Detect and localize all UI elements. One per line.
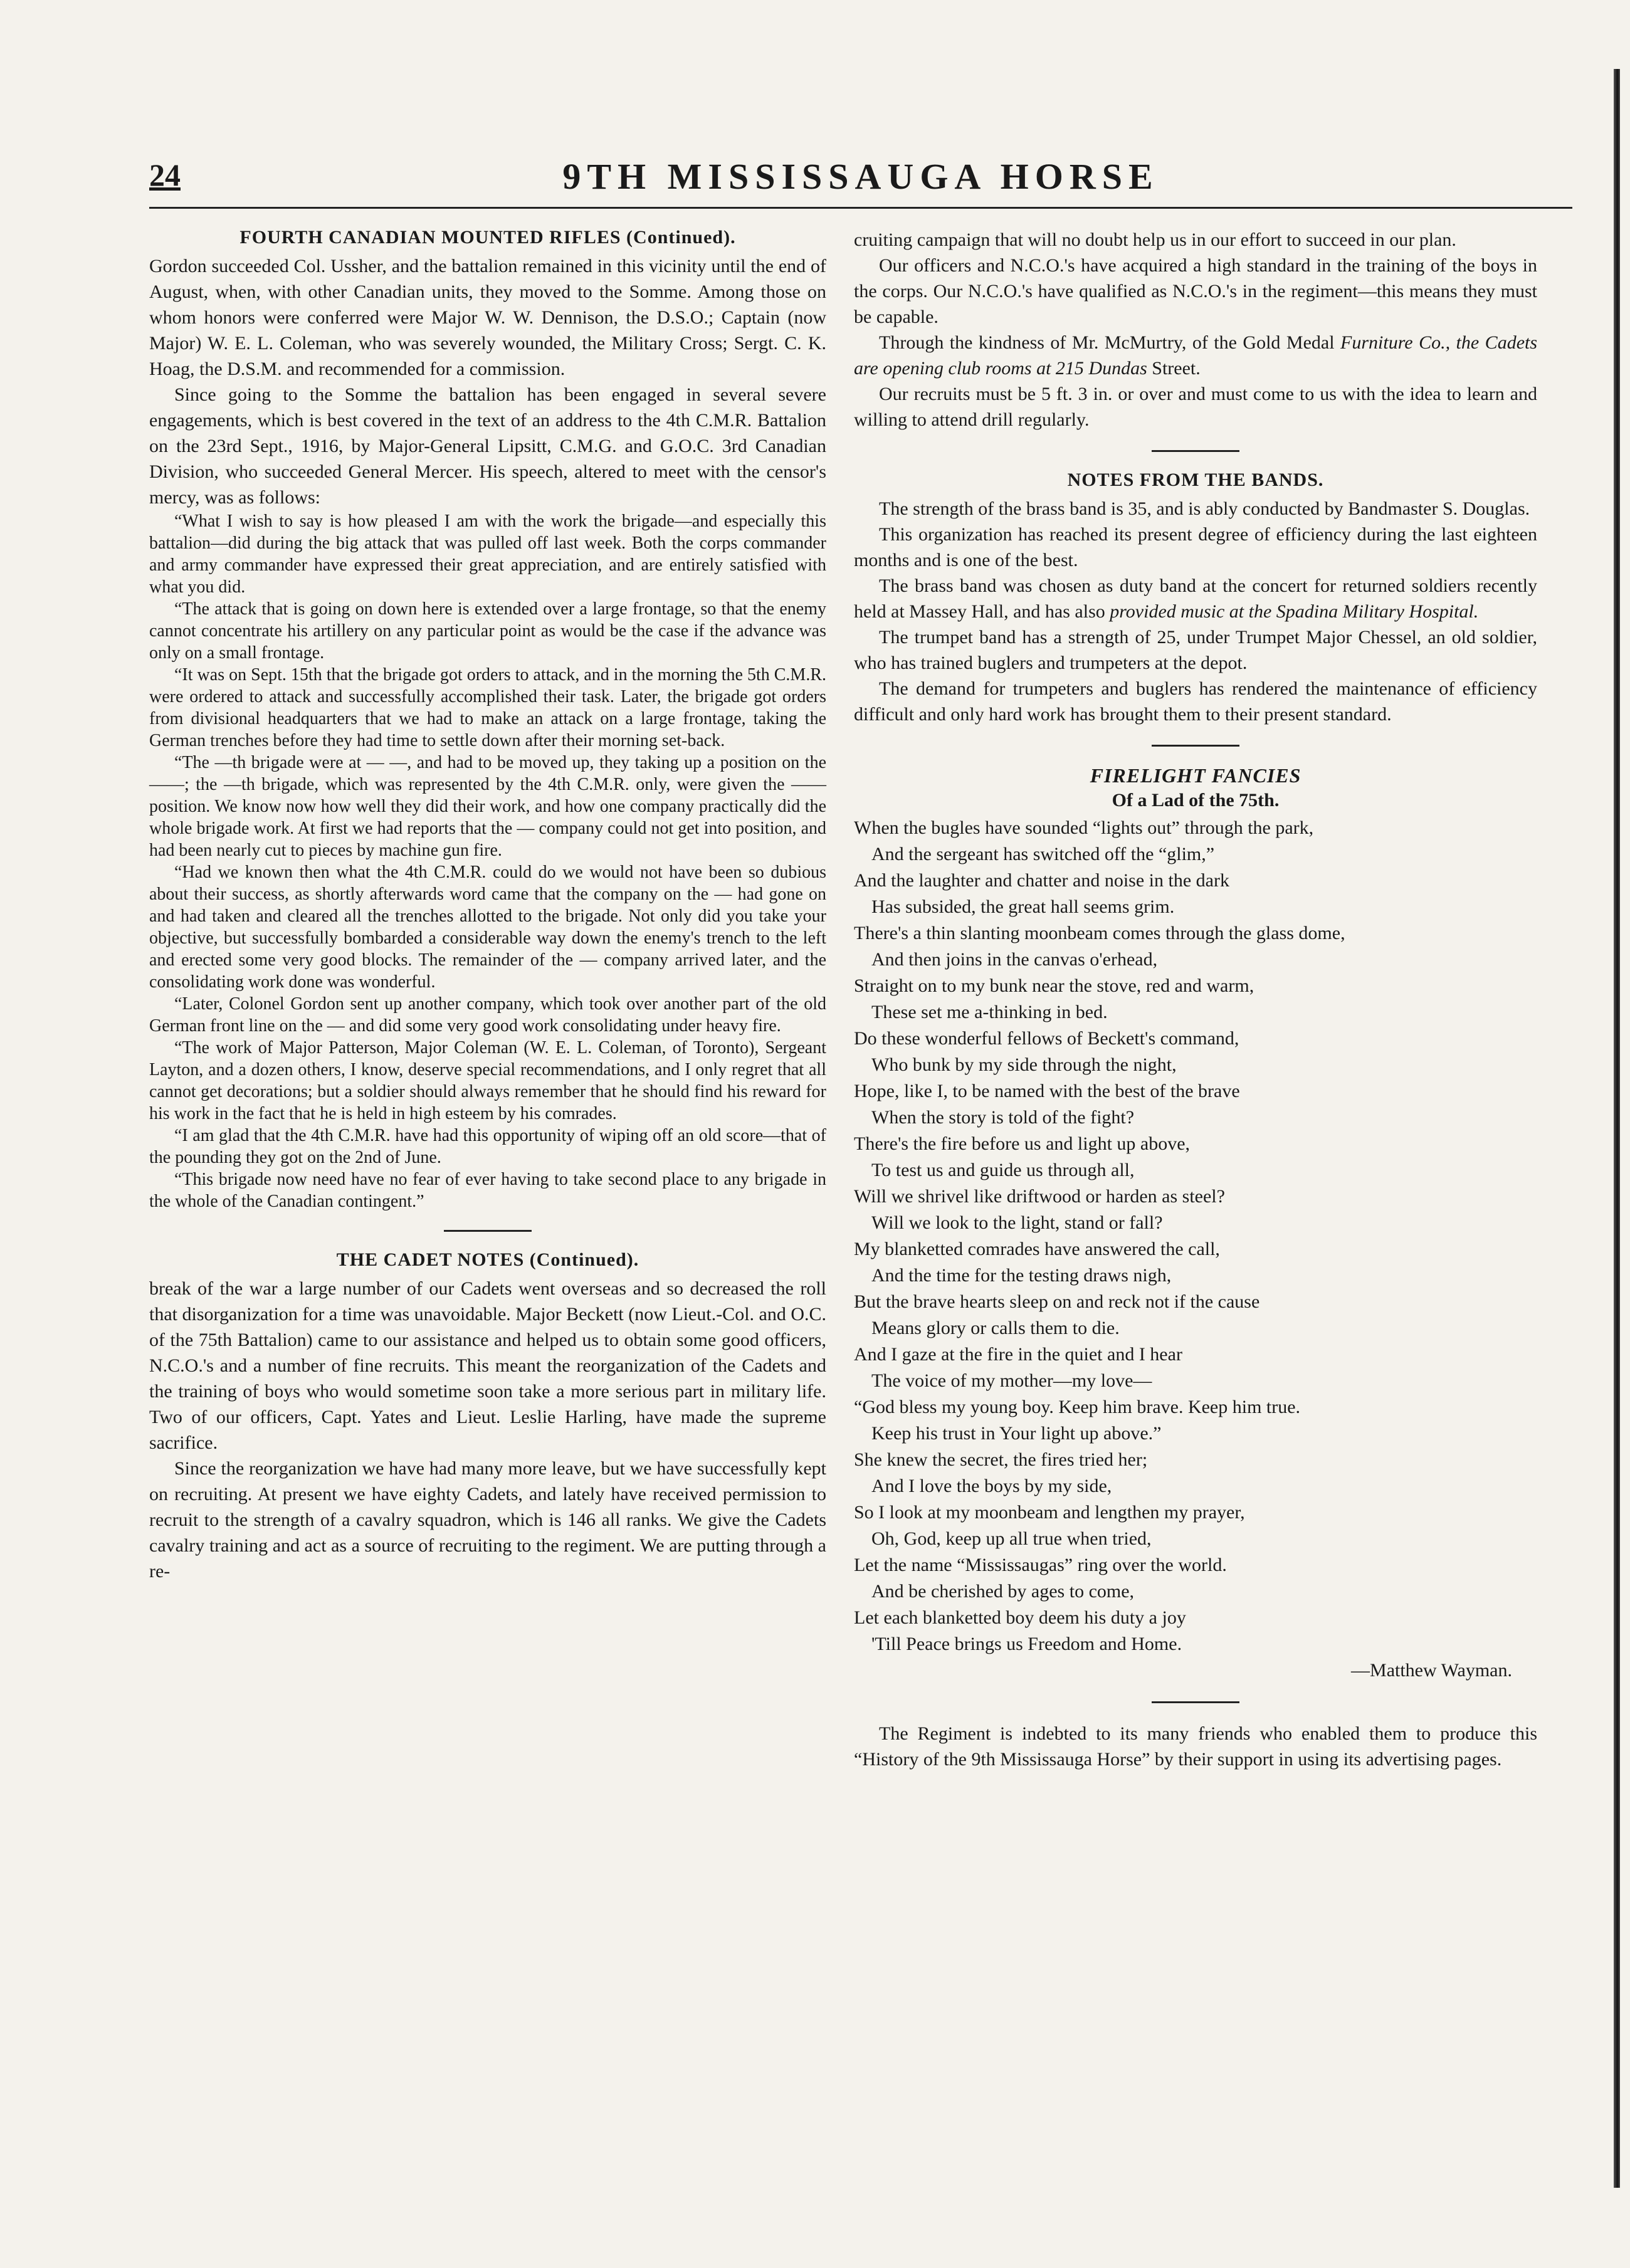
poem-line: Will we look to the light, stand or fall? xyxy=(871,1212,1163,1233)
paragraph xyxy=(854,573,1537,624)
poem-line: And I love the boys by my side, xyxy=(871,1476,1112,1496)
paragraph: This organization has reached its present degree of efficiency during the last eighteen months and is one of the best. xyxy=(854,524,1537,570)
paragraph: The strength of the brass band is 35, and is ably conducted by Bandmaster S. Douglas. xyxy=(879,498,1530,519)
running-title: 9TH MISSISSAUGA HORSE xyxy=(562,156,1159,197)
speech-paragraph: “The work of Major Patterson, Major Coleman (W. E. L. Coleman, of Toronto), Sergeant Layton, and a dozen others, I know, deserve special recommendations, and I only regret that all cannot get decorations; but a soldier should always remember that he should find his reward for his work in the fact that he is held in high esteem by his comrades. xyxy=(149,1038,826,1123)
poem-line: And be cherished by ages to come, xyxy=(871,1581,1135,1602)
speech-paragraph: “This brigade now need have no fear of ever having to take second place to any brigade in the whole of the Canadian contingent.” xyxy=(149,1170,826,1211)
poem-line: Hope, like I, to be named with the best of the brave xyxy=(854,1081,1240,1101)
poem-line: When the story is told of the fight? xyxy=(871,1107,1135,1128)
paragraph: Our recruits must be 5 ft. 3 in. or over and must come to us with the idea to learn and willing to attend drill regularly. xyxy=(854,384,1537,430)
poem-line: To test us and guide us through all, xyxy=(871,1160,1135,1180)
poem-subtitle: Of a Lad of the 75th. xyxy=(1112,790,1280,811)
poem-line: There's the fire before us and light up above, xyxy=(854,1133,1191,1154)
left-column xyxy=(149,227,826,1584)
poem-line: Let each blanketted boy deem his duty a joy xyxy=(854,1607,1186,1628)
poem-line: Do these wonderful fellows of Beckett's command, xyxy=(854,1028,1239,1049)
section-headline-cadets: THE CADET NOTES (Continued). xyxy=(336,1249,639,1270)
poem-line: Keep his trust in Your light up above.” xyxy=(871,1423,1162,1444)
poem-line: Who bunk by my side through the night, xyxy=(871,1054,1177,1075)
italic-text: provided music at the Spadina Military Hospital. xyxy=(1110,601,1479,622)
paragraph: cruiting campaign that will no doubt help us in our effort to succeed in our plan. xyxy=(854,229,1456,250)
poem-line: But the brave hearts sleep on and reck not if the cause xyxy=(854,1291,1260,1312)
text-span: Street. xyxy=(1152,358,1201,379)
poem-line: And then joins in the canvas o'erhead, xyxy=(871,949,1158,970)
poem-line: The voice of my mother—my love— xyxy=(871,1370,1152,1391)
poem-line: And I gaze at the fire in the quiet and I hear xyxy=(854,1344,1182,1365)
poem-line: Oh, God, keep up all true when tried, xyxy=(871,1528,1152,1549)
poem-line: And the time for the testing draws nigh, xyxy=(871,1265,1172,1286)
speech-paragraph: “The —th brigade were at — —, and had to be moved up, they taking up a position on the ——; the —th brigade, which was represented by the 4th C.M.R. only, were given the —— position. We know now how well they did their work, and how one company practically did the whole brigade work. At first we had reports that the — company could not get into position, and had been nearly cut to pieces by machine gun fire. xyxy=(149,753,826,860)
poem-line: My blanketted comrades have answered the call, xyxy=(854,1239,1220,1259)
poem-line: Let the name “Mississaugas” ring over the world. xyxy=(854,1555,1227,1575)
poem-title: FIRELIGHT FANCIES xyxy=(1090,764,1301,787)
poem-line: “God bless my young boy. Keep him brave. Keep him true. xyxy=(854,1397,1301,1417)
paragraph: Since the reorganization we have had many more leave, but we have successfully kept on recruiting. At present we have eighty Cadets, and lately have received permission to recruit to the strength of a cavalry squadron, which is 146 all ranks. We give the Cadets cavalry training and act as a source of recruiting to the regiment. We are putting through a re- xyxy=(149,1458,826,1582)
poem-line: 'Till Peace brings us Freedom and Home. xyxy=(871,1634,1182,1654)
right-column xyxy=(854,227,1537,1772)
section-divider xyxy=(444,1230,532,1232)
italic-text: Furniture Co., the Cadets are opening club rooms at 215 Dundas xyxy=(854,332,1538,379)
text-span: The brass band was chosen as duty band at the concert for returned soldiers recently held at Massey Hall, and has also xyxy=(854,575,1537,622)
section-headline-bands: NOTES FROM THE BANDS. xyxy=(1067,470,1324,490)
paragraph: Gordon succeeded Col. Ussher, and the battalion remained in this vicinity until the end of August, when, with other Canadian units, they moved to the Somme. Among those on whom honors were conferred were Major W. W. Dennison, the D.S.O.; Captain (now Major) W. E. L. Coleman, who was severely wounded, the Military Cross; Sergt. C. K. Hoag, the D.S.M. and recommended for a commission. xyxy=(149,256,826,379)
poem xyxy=(854,815,1537,1684)
poem-line: Means glory or calls them to die. xyxy=(871,1318,1120,1338)
paragraph: The trumpet band has a strength of 25, under Trumpet Major Chessel, an old soldier, who has trained buglers and trumpeters at the depot. xyxy=(854,627,1537,673)
poem-line: She knew the secret, the fires tried her; xyxy=(854,1449,1148,1470)
text-span: Through the kindness of Mr. McMurtry, of the Gold Medal xyxy=(879,332,1335,353)
poem-author: —Matthew Wayman. xyxy=(1351,1660,1512,1681)
paragraph: Our officers and N.C.O.'s have acquired a high standard in the training of the boys in the corps. Our N.C.O.'s have qualified as N.C.O.'s in the regiment—this means they must be capable. xyxy=(854,255,1537,327)
section-divider xyxy=(1152,1701,1239,1703)
speech-paragraph: “It was on Sept. 15th that the brigade got orders to attack, and in the morning the 5th C.M.R. were ordered to attack and successfully accomplished their task. Later, the brigade got orders from divisional headquarters that we had to make an attack on a large frontage, taking the German trenches before they had time to settle down after their morning set-back. xyxy=(149,665,826,750)
speech-paragraph: “What I wish to say is how pleased I am with the work the brigade—and especially this battalion—did during the big attack that was pulled off last week. Both the corps commander and army commander have expressed their great appreciation, and are entirely satisfied with what you did. xyxy=(149,512,826,597)
binding-edge xyxy=(1614,69,1620,2188)
page-header xyxy=(149,150,1572,209)
poem-line: There's a thin slanting moonbeam comes through the glass dome, xyxy=(854,923,1345,943)
closing-note: The Regiment is indebted to its many friends who enabled them to produce this “History of the 9th Mississauga Horse” by their support in using its advertising pages. xyxy=(854,1723,1537,1770)
poem-line: When the bugles have sounded “lights out” through the park, xyxy=(854,817,1314,838)
speech-paragraph: “I am glad that the 4th C.M.R. have had this opportunity of wiping off an old score—that of the pounding they got on the 2nd of June. xyxy=(149,1126,826,1167)
speech-paragraph: “Later, Colonel Gordon sent up another company, which took over another part of the old German front line on the — and did some very good work consolidating under heavy fire. xyxy=(149,994,826,1036)
poem-line: Has subsided, the great hall seems grim. xyxy=(871,896,1175,917)
poem-line: And the sergeant has switched off the “glim,” xyxy=(871,844,1215,864)
speech-paragraph: “Had we known then what the 4th C.M.R. could do we would not have been so dubious about their success, as shortly afterwards word came that the company on the — had gone on and had taken and cleared all the trenches allotted to the brigade. Not only did you take your objective, but successfully bombarded a considerable way down the enemy's trench to the left and erected some very good blocks. The remainder of the — company arrived later, and the consolidating work done was wonderful. xyxy=(149,863,826,992)
page-number: 24 xyxy=(149,157,181,192)
section-divider xyxy=(1152,745,1239,747)
poem-line: So I look at my moonbeam and lengthen my prayer, xyxy=(854,1502,1245,1523)
speech-paragraph: “The attack that is going on down here is extended over a large frontage, so that the enemy cannot concentrate his artillery on any particular point as would be the case if the advance was only on a small frontage. xyxy=(149,599,826,663)
poem-line: And the laughter and chatter and noise in the dark xyxy=(854,870,1229,891)
poem-line: Straight on to my bunk near the stove, red and warm, xyxy=(854,975,1254,996)
poem-line: These set me a-thinking in bed. xyxy=(871,1002,1108,1022)
section-divider xyxy=(1152,450,1239,452)
paragraph: break of the war a large number of our Cadets went overseas and so decreased the roll that disorganization for a time was unavoidable. Major Beckett (now Lieut.-Col. and O.C. of the 75th Battalion) came to our assistance and helped us to obtain some good officers, N.C.O.'s and a number of fine recruits. This meant the reorganization of the Cadets and the training of boys who would sometime soon take a more serious part in military life. Two of our officers, Capt. Yates and Lieut. Leslie Harling, have made the supreme sacrifice. xyxy=(149,1278,827,1453)
paragraph: The demand for trumpeters and buglers has rendered the maintenance of efficiency difficult and only hard work has brought them to their present standard. xyxy=(854,678,1537,725)
section-headline-cmr: FOURTH CANADIAN MOUNTED RIFLES (Continued). xyxy=(239,227,736,248)
paragraph: Since going to the Somme the battalion has been engaged in several severe engagements, which is best covered in the text of an address to the 4th C.M.R. Battalion on the 23rd Sept., 1916, by Major-General Lipsitt, C.M.G. and G.O.C. 3rd Canadian Division, who succeeded General Mercer. His speech, altered to meet with the censor's mercy, was as follows: xyxy=(149,384,826,508)
poem-line: Will we shrivel like driftwood or harden as steel? xyxy=(854,1186,1225,1207)
paragraph xyxy=(854,330,1537,381)
